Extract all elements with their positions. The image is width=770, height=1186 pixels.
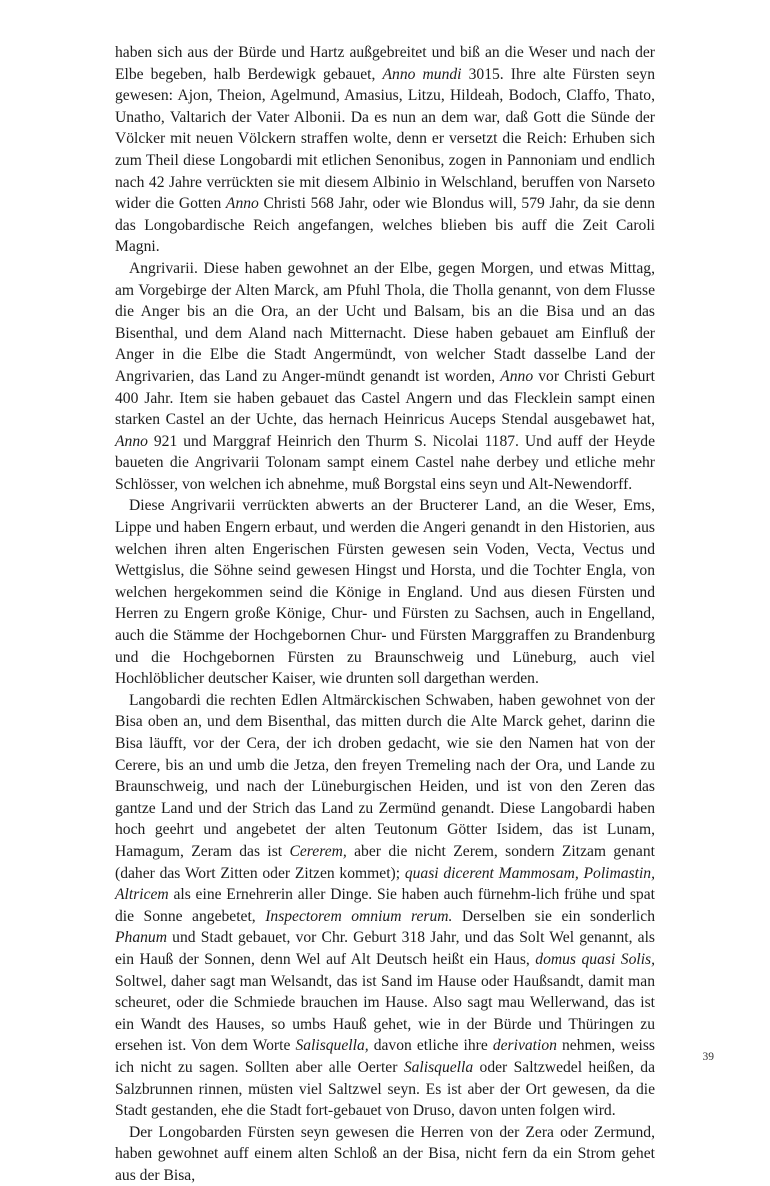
italic-text: Salisquella: [403, 1058, 474, 1076]
text-run: nehmen, weiss ich nicht zu sagen. Sollten aber alle Oerter: [115, 1037, 655, 1076]
text-run: 921 und Marggraf Heinrich den Thurm S. Nicolai 1187. Und auff der Heyde baueten die Angrivarii Tolonam sampt einem Castel nahe derbey und etliche mehr Schlösser, von welchen ich abnehme, muß Borgstal eins seyn und Alt-Newendorff.: [115, 432, 655, 493]
italic-text: Salisquella,: [295, 1037, 369, 1055]
italic-text: Anno: [115, 432, 148, 450]
italic-text: Cererem,: [289, 842, 347, 860]
paragraph: [115, 495, 655, 689]
text-run: Diese Angrivarii verrückten abwerts an der Bructerer Land, an die Weser, Ems, Lippe und haben Engern erbaut, und werden die Angeri genandt in den Historien, aus welchen ihren alten Engerischen Fürsten gewesen sein Voden, Vecta, Vectus und Wettgislus, die Söhne seind gewesen Hingst und Horsta, und die Tochter Engla, von welchen hergekommen seind die Könige in England. Und aus diesen Fürsten und Herren zu Engern große Könige, Chur- und Fürsten zu Sachsen, auch in Engelland, auch die Stämme der Hochgebornen Chur- und Fürsten Marggraffen zu Brandenburg und die Hochgebornen Fürsten zu Braunschweig und Lüneburg, auch viel Hochlöblicher deutscher Kaiser, wie drunten soll dargethan werden.: [115, 497, 655, 688]
italic-text: quasi dicerent Mammosam, Polimastin, Altricem: [115, 864, 655, 904]
text-run: 3015. Ihre alte Fürsten seyn gewesen: Ajon, Theion, Agelmund, Amasius, Litzu, Hildeah, Bodoch, Claffo, Thato, Unatho, Valtarich der Vater Albonii. Da es nun an dem war, daß Gott die Sünde der Völcker mit neuen Völckern straffen wolte, denn er versetzt die Reich: Erhuben sich zum Theil diese Longobardi mit etlichen Senonibus, zogen in Pannoniam und endlich nach 42 Jahre verrückten sie mit diesem Albinio in Welschland, beruffen von Narseto wider die Gotten: [115, 65, 656, 213]
text-run: Christi 568 Jahr, oder wie Blondus will, 579 Jahr, da sie denn das Longobardische Reich angefangen, welches blieben bis auff die Zeit Caroli Magni.: [115, 195, 655, 256]
text-run: und Stadt gebauet, vor Chr. Geburt 318 Jahr, und das Solt Wel genannt, als ein Hauß der Sonnen, denn Wel auf Alt Deutsch heißt ein Haus,: [115, 929, 655, 968]
text-run: davon etliche ihre: [368, 1037, 493, 1055]
text-run: haben sich aus der Bürde und Hartz außgebreitet und biß an die Weser und nach der Elbe begeben, halb Berdewigk gebauet,: [115, 44, 655, 83]
italic-text: Anno: [225, 195, 259, 213]
italic-text: Anno mundi: [382, 65, 462, 83]
text-run: oder Saltzwedel heißen, da Salzbrunnen rinnen, müsten viel Saltzwel seyn. Es ist aber der Ort gewesen, da die Stadt gestanden, ehe die Stadt fort-gebauet von Druso, davon unten folgen wird.: [115, 1058, 656, 1120]
italic-text: domus quasi Solis,: [535, 950, 655, 968]
text-run: Soltwel, daher sagt man Welsandt, das ist Sand im Hause oder Haußsandt, damit man scheuret, oder die Schmiede brauchen im Hause. Also sagt mau Wellerwand, das ist ein Wandt des Hauses, so umbs Hauß gehet, wie in der Bürde und Thüringen zu ersehen ist. Von dem Worte: [115, 972, 655, 1055]
italic-text: derivation: [492, 1037, 557, 1055]
italic-text: Inspectorem omnium rerum.: [265, 907, 453, 925]
text-run: als eine Ernehrerin aller Dinge. Sie haben auch fürnehm-lich frühe und spat die Sonne angebetet,: [115, 886, 655, 925]
text-run: Der Longobarden Fürsten seyn gewesen die Herren von der Zera oder Zermund, haben gewohnet auff einem alten Schloß an der Bisa, nicht fern da ein Strom gehet aus der Bisa,: [115, 1123, 655, 1184]
text-run: Derselben sie ein sonderlich: [452, 907, 655, 925]
paragraph: [115, 690, 655, 1122]
page-number: 39: [702, 1051, 714, 1063]
text-run: aber die nicht Zerem, sondern Zitzam genant (daher das Wort Zitten oder Zitzen kommet);: [115, 842, 655, 882]
paragraph: [115, 258, 655, 496]
italic-text: Phanum: [115, 929, 167, 947]
document-body: [115, 42, 655, 1186]
text-run: Angrivarii. Diese haben gewohnet an der Elbe, gegen Morgen, und etwas Mittag, am Vorgebirge der Alten Marck, am Pfuhl Thola, die Tholla genannt, von dem Flusse die Anger bis an die Ora, an der Ucht und Balsam, bis an die Bisa und an das Bisenthal, und dem Aland nach Mitternacht. Diese haben gebauet am Einfluß der Anger in die Elbe die Stadt Angermündt, von welcher Stadt dasselbe Land der Angrivarien, das Land zu Anger-mündt genandt ist worden,: [115, 259, 655, 385]
text-run: vor Christi Geburt 400 Jahr. Item sie haben gebauet das Castel Angern und das Flecklein sampt einen starken Castel an der Uchte, das hernach Heinricus Auceps Stendal ausgebawet hat,: [115, 367, 655, 429]
paragraph: [115, 1122, 655, 1186]
text-run: Langobardi die rechten Edlen Altmärckischen Schwaben, haben gewohnet von der Bisa oben an, und dem Bisenthal, das mitten durch die Alte Marck gehet, darinn die Bisa läufft, vor der Cera, der ich droben gedacht, wie sie den Namen hat von der Cerere, bis an und umb die Jetza, den freyen Tremeling nach der Ora, und Lande zu Braunschweig, und nach der Lüneburgischen Heiden, und ist von den Zeren das gantze Land und der Strich das Land zu Zermünd genandt. Diese Langobardi haben hoch geehrt und angebetet der alten Teutonum Götter Isidem, das ist Lunam, Hamagum, Zeram das ist: [115, 691, 655, 860]
paragraph: [115, 42, 655, 258]
italic-text: Anno: [500, 367, 534, 385]
